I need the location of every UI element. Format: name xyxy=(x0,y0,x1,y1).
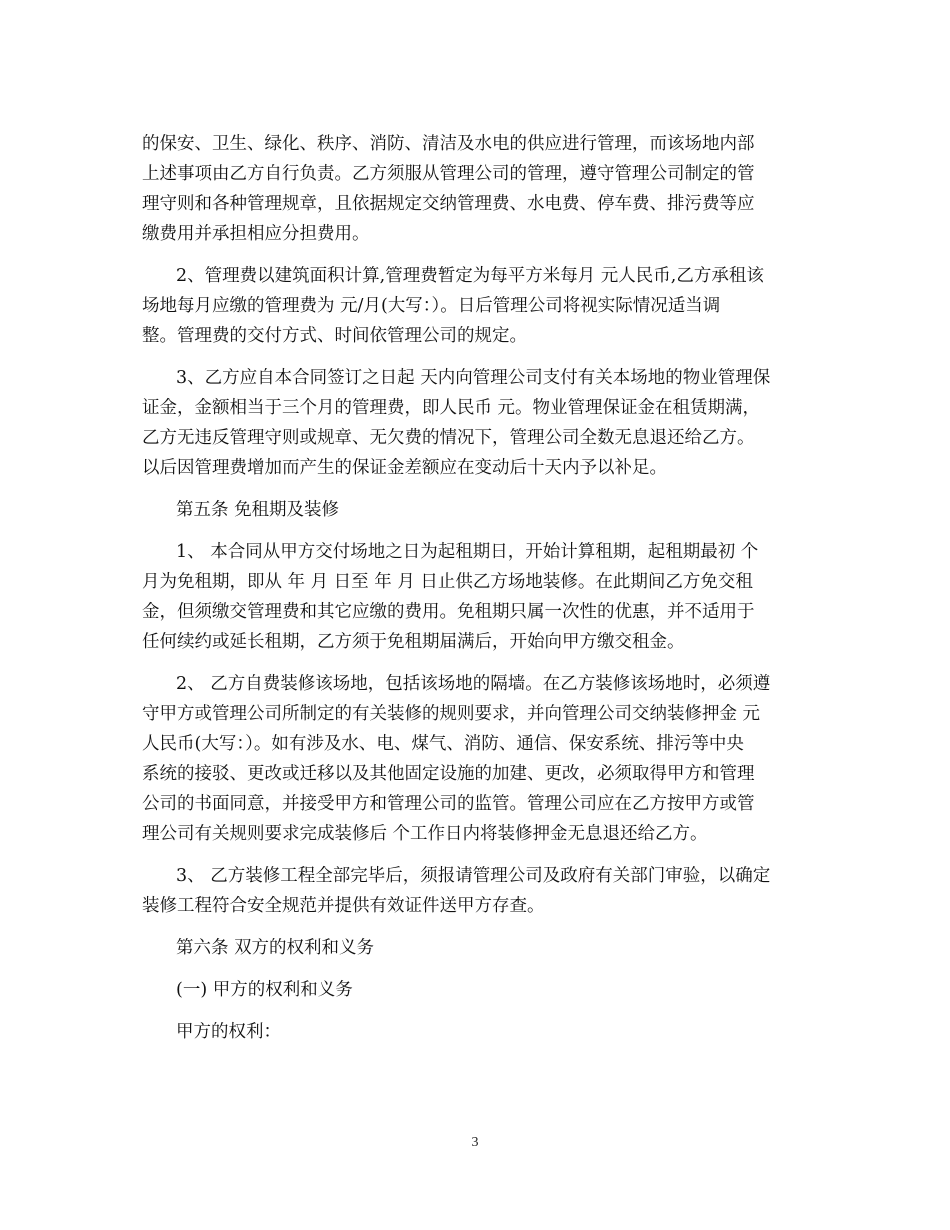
paragraph xyxy=(142,669,812,849)
document-body xyxy=(142,129,812,1047)
paragraph xyxy=(142,363,812,483)
text-line: 系统的接驳、更改或迁移以及其他固定设施的加建、更改，必须取得甲方和管理 xyxy=(142,764,755,784)
text-line: 人民币(大写：）。如有涉及水、电、煤气、消防、通信、保安系统、排污等中央 xyxy=(142,734,744,754)
paragraph-gap xyxy=(142,249,812,261)
text-line: 2、 乙方自费装修该场地，包括该场地的隔墙。在乙方装修该场地时，必须遵 xyxy=(176,674,771,694)
text-line: 公司的书面同意，并接受甲方和管理公司的监管。管理公司应在乙方按甲方或管 xyxy=(142,794,755,814)
paragraph xyxy=(142,129,812,249)
text-line: 整。管理费的交付方式、时间依管理公司的规定。 xyxy=(142,326,527,346)
paragraph-gap xyxy=(142,921,812,933)
paragraph xyxy=(142,975,812,1005)
text-line: 守甲方或管理公司所制定的有关装修的规则要求，并向管理公司交纳装修押金 元 xyxy=(142,704,761,724)
paragraph-gap xyxy=(142,849,812,861)
paragraph xyxy=(142,933,812,963)
text-line: 第五条 免租期及装修 xyxy=(176,500,340,520)
paragraph xyxy=(142,537,812,657)
text-line: 乙方无违反管理守则或规章、无欠费的情况下，管理公司全数无息退还给乙方。 xyxy=(142,428,755,448)
text-line: 1、 本合同从甲方交付场地之日为起租期日，开始计算租期，起租期最初 个 xyxy=(176,542,759,562)
text-line: 以后因管理费增加而产生的保证金差额应在变动后十天内予以补足。 xyxy=(142,458,667,478)
paragraph xyxy=(142,261,812,351)
text-line: 任何续约或延长租期，乙方须于免租期届满后，开始向甲方缴交租金。 xyxy=(142,632,685,652)
paragraph-gap xyxy=(142,483,812,495)
text-line: 上述事项由乙方自行负责。乙方须服从管理公司的管理，遵守管理公司制定的管 xyxy=(142,164,755,184)
paragraph-gap xyxy=(142,963,812,975)
text-line: 3、乙方应自本合同签订之日起 天内向管理公司支付有关本场地的物业管理保 xyxy=(176,368,771,388)
text-line: 3、 乙方装修工程全部完毕后，须报请管理公司及政府有关部门审验，以确定 xyxy=(176,866,771,886)
text-line: 装修工程符合安全规范并提供有效证件送甲方存查。 xyxy=(142,896,545,916)
text-line: 理公司有关规则要求完成装修后 个工作日内将装修押金无息退还给乙方。 xyxy=(142,824,708,844)
text-line: 证金，金额相当于三个月的管理费，即人民币 元。物业管理保证金在租赁期满， xyxy=(142,398,761,418)
text-line: 缴费用并承担相应分担费用。 xyxy=(142,224,370,244)
text-line: 2、管理费以建筑面积计算,管理费暂定为每平方米每月 元人民币,乙方承租该 xyxy=(176,266,764,286)
paragraph-gap xyxy=(142,657,812,669)
page-number: 3 xyxy=(471,1135,479,1150)
paragraph-gap xyxy=(142,525,812,537)
paragraph xyxy=(142,861,812,921)
paragraph-gap xyxy=(142,1005,812,1017)
paragraph-gap xyxy=(142,351,812,363)
text-line: (一) 甲方的权利和义务 xyxy=(176,980,353,1000)
text-line: 甲方的权利： xyxy=(176,1022,281,1042)
text-line: 理守则和各种管理规章，且依据规定交纳管理费、水电费、停车费、排污费等应 xyxy=(142,194,755,214)
paragraph xyxy=(142,495,812,525)
text-line: 的保安、卫生、绿化、秩序、消防、清洁及水电的供应进行管理，而该场地内部 xyxy=(142,134,755,154)
text-line: 金，但须缴交管理费和其它应缴的费用。免租期只属一次性的优惠，并不适用于 xyxy=(142,602,755,622)
text-line: 月为免租期，即从 年 月 日至 年 月 日止供乙方场地装修。在此期间乙方免交租 xyxy=(142,572,753,592)
paragraph xyxy=(142,1017,812,1047)
text-line: 第六条 双方的权利和义务 xyxy=(176,938,375,958)
text-line: 场地每月应缴的管理费为 元/月(大写：）。日后管理公司将视实际情况适当调 xyxy=(142,296,721,316)
